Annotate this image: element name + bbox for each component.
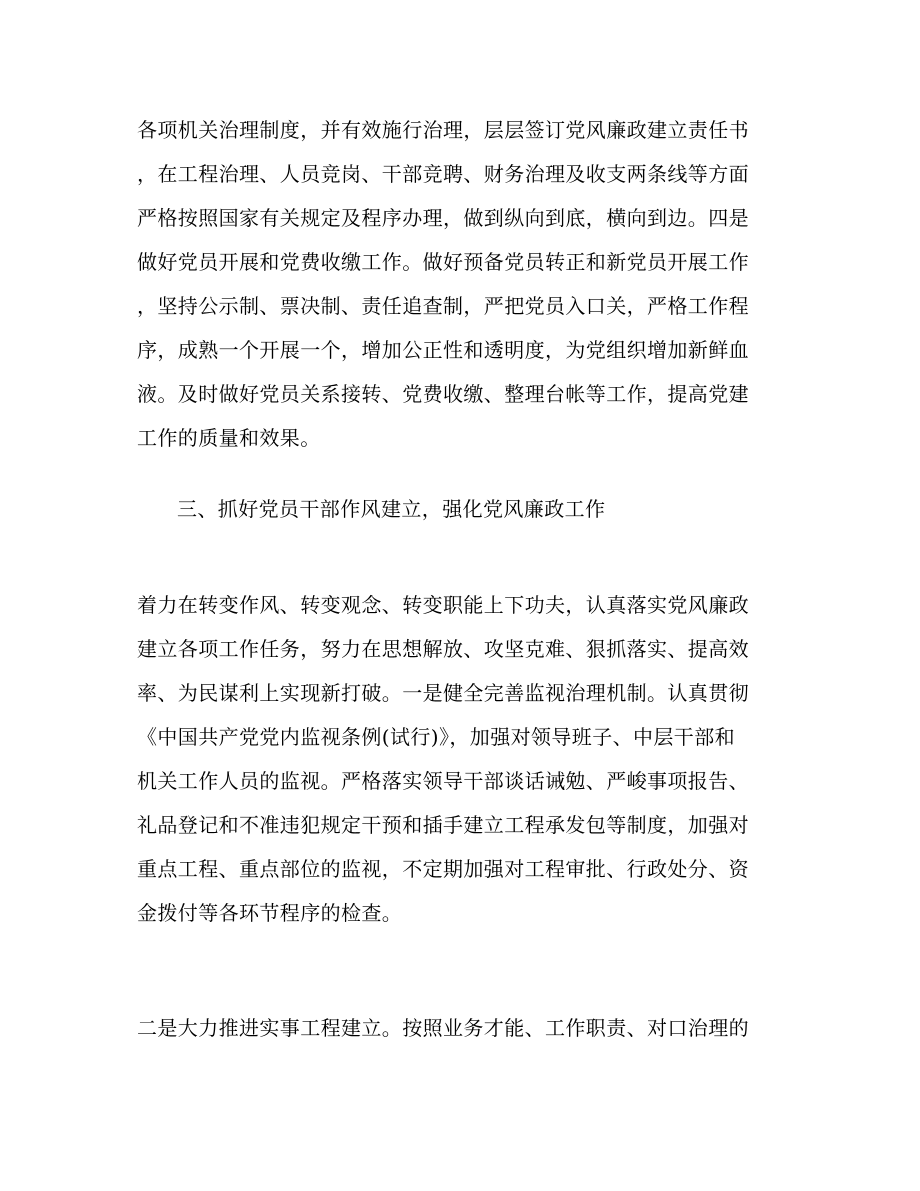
paragraph-1-line-8: 工作的质量和效果。 — [137, 426, 321, 450]
section-heading-3: 三、抓好党员干部作风建立，强化党风廉政工作 — [177, 497, 606, 521]
paragraph-1-line-4: 做好党员开展和党费收缴工作。做好预备党员转正和新党员开展工作 — [137, 250, 749, 274]
paragraph-2-line-5: 机关工作人员的监视。严格落实领导干部谈话诫勉、严峻事项报告、 — [137, 769, 749, 793]
paragraph-1-line-6: 序，成熟一个开展一个，增加公正性和透明度，为党组织增加新鲜血 — [137, 338, 749, 362]
paragraph-2-line-3: 率、为民谋利上实现新打破。一是健全完善监视治理机制。认真贯彻 — [137, 681, 749, 705]
paragraph-2-line-4: 《中国共产党党内监视条例(试行)》，加强对领导班子、中层干部和 — [137, 725, 736, 749]
paragraph-2-line-7: 重点工程、重点部位的监视，不定期加强对工程审批、行政处分、资 — [137, 857, 749, 881]
paragraph-2-line-2: 建立各项工作任务，努力在思想解放、攻坚克难、狠抓落实、提高效 — [137, 637, 749, 661]
paragraph-1-line-3: 严格按照国家有关规定及程序办理，做到纵向到底，横向到边。四是 — [137, 206, 749, 230]
paragraph-1-line-1: 各项机关治理制度，并有效施行治理，层层签订党风廉政建立责任书 — [137, 118, 749, 142]
paragraph-2-line-6: 礼品登记和不准违犯规定干预和插手建立工程承发包等制度，加强对 — [137, 813, 749, 837]
paragraph-1-line-2: ，在工程治理、人员竞岗、干部竞聘、财务治理及收支两条线等方面 — [137, 162, 749, 186]
paragraph-2-line-8: 金拨付等各环节程序的检查。 — [137, 901, 403, 925]
paragraph-3-line-1: 二是大力推进实事工程建立。按照业务才能、工作职责、对口治理的 — [137, 1016, 749, 1040]
paragraph-2-line-1: 着力在转变作风、转变观念、转变职能上下功夫，认真落实党风廉政 — [137, 593, 749, 617]
paragraph-1-line-5: ，坚持公示制、票决制、责任追查制，严把党员入口关，严格工作程 — [137, 294, 749, 318]
paragraph-1-line-7: 液。及时做好党员关系接转、党费收缴、整理台帐等工作，提高党建 — [137, 382, 749, 406]
